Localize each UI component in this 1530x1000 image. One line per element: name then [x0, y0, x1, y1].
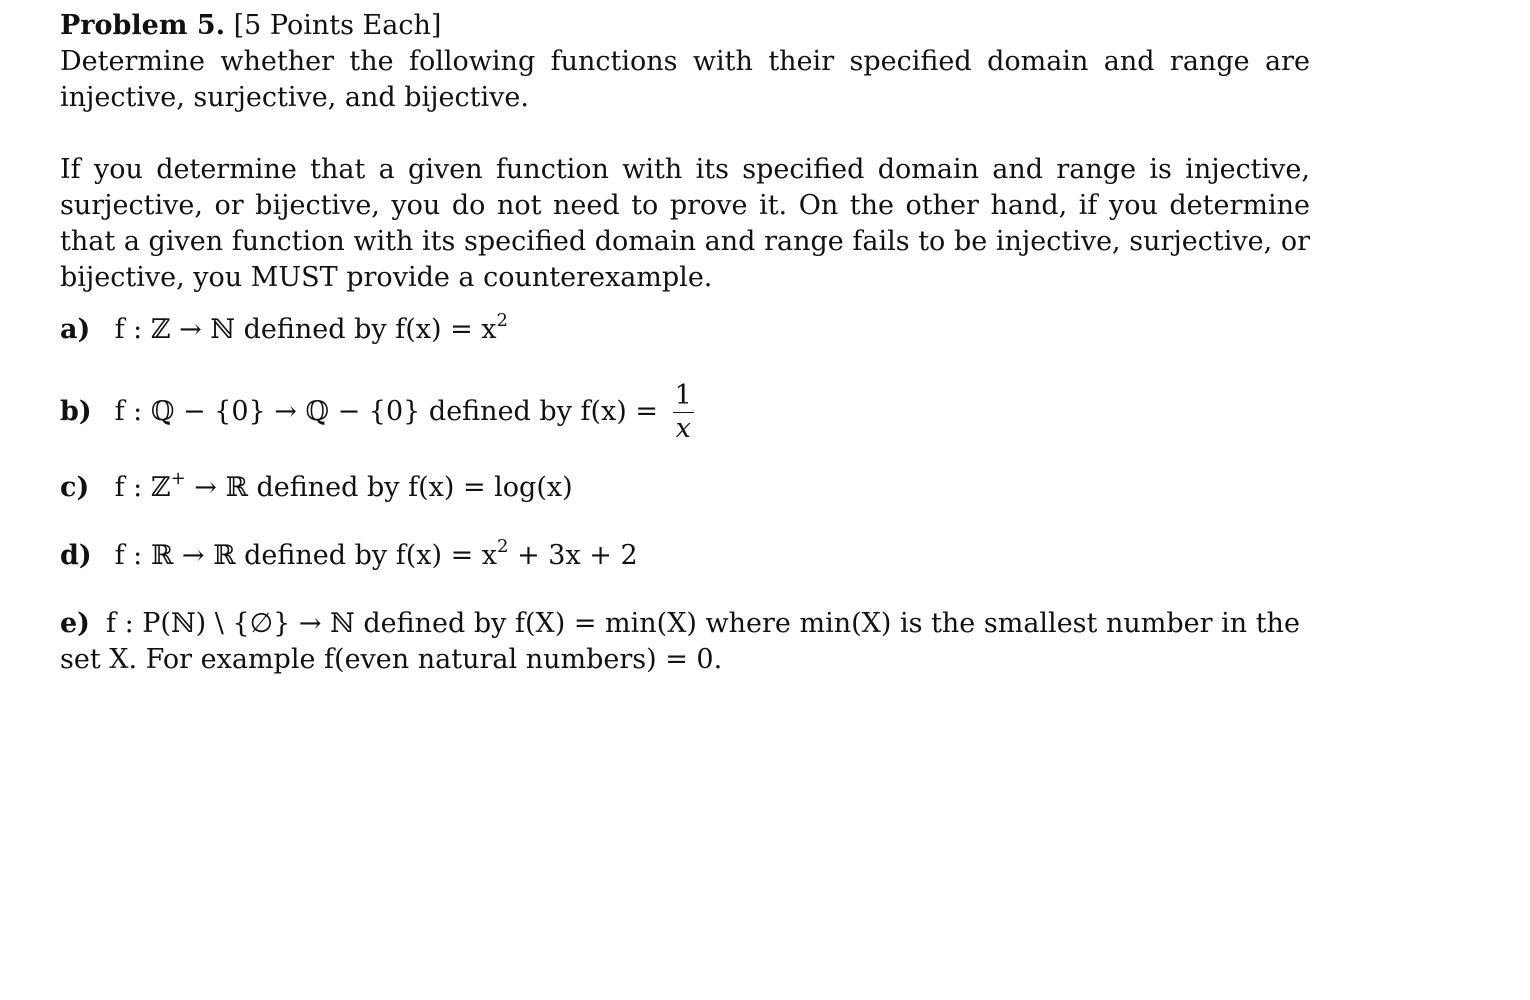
item-a-exponent: 2 — [496, 310, 508, 331]
item-a-math: f : ℤ → ℕ defined by f(x) = x — [114, 314, 497, 345]
item-d-exponent: 2 — [497, 536, 509, 557]
item-e-math: f : P(ℕ) \ {∅} → ℕ defined by f(X) = min(X) where min(X) is the smallest number in the set X. For example f(even natural numbers) = 0. — [60, 608, 1300, 675]
item-label: c) — [60, 472, 90, 503]
problem-points: [5 Points Each] — [233, 10, 442, 41]
item-d-math-a: f : ℝ → ℝ defined by f(x) = x — [114, 540, 498, 571]
fraction-numerator: 1 — [674, 380, 692, 411]
problem-sheet — [60, 8, 1310, 675]
item-b-math: f : ℚ − {0} → ℚ − {0} defined by f(x) = — [114, 396, 659, 427]
problem-title: Problem 5. — [60, 10, 226, 41]
item-label: e) — [60, 608, 90, 639]
item-c-math-a: f : ℤ — [114, 472, 171, 503]
item-e — [60, 606, 1310, 678]
problem-instructions: If you determine that a given function with its specified domain and range is injective, surjective, or bijective, you do not need to prove it. On the other hand, if you determine that a given function with its specified domain and range fails to be injective, surjective, or bijective, you MUST provide a counterexample. — [60, 154, 1310, 293]
item-d-math-b: + 3x + 2 — [508, 540, 638, 571]
item-c-superscript: + — [170, 468, 186, 489]
fraction — [673, 380, 694, 445]
problem-intro: Determine whether the following functions with their specified domain and range are injective, surjective, and bijective. — [60, 46, 1310, 113]
item-label: b) — [60, 396, 92, 427]
item-c-math-b: → ℝ defined by f(x) = log(x) — [185, 472, 573, 503]
problem-header — [60, 8, 1310, 44]
item-b — [60, 380, 1310, 445]
item-label: d) — [60, 540, 92, 571]
item-d — [60, 538, 1310, 574]
item-a — [60, 312, 1310, 348]
fraction-denominator: x — [675, 413, 691, 444]
item-label: a) — [60, 314, 91, 345]
item-c — [60, 470, 1310, 506]
